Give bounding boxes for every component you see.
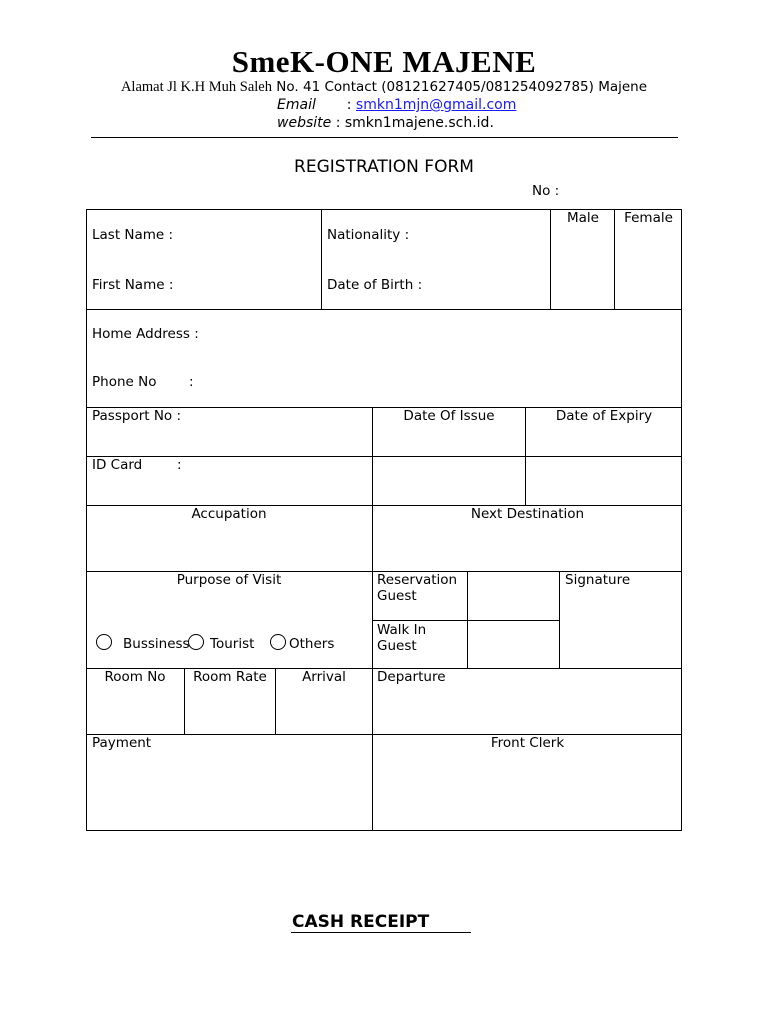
cash-receipt-underline bbox=[291, 932, 471, 933]
female-label: Female bbox=[624, 210, 673, 226]
date-of-expiry-label: Date of Expiry bbox=[555, 408, 653, 424]
school-name: SmeK-ONE MAJENE bbox=[231, 44, 537, 79]
others-option-label: Others bbox=[289, 636, 335, 652]
last-name-label: Last Name : bbox=[92, 227, 174, 243]
phone-no-label: Phone No bbox=[92, 374, 157, 390]
next-destination-label: Next Destination bbox=[470, 506, 585, 522]
registration-form-table bbox=[86, 209, 682, 831]
departure-label: Departure bbox=[377, 669, 446, 685]
accupation-label: Accupation bbox=[191, 506, 267, 522]
address-prefix: Alamat Jl K.H Muh Saleh bbox=[120, 79, 272, 95]
website-label: website bbox=[277, 115, 332, 131]
address-suffix: No. 41 Contact (08121627405/081254092785) Majene bbox=[276, 79, 648, 95]
room-no-label: Room No bbox=[104, 669, 166, 685]
id-card-separator: : bbox=[177, 457, 182, 473]
reservation-guest-label-line1: Reservation bbox=[377, 572, 458, 588]
payment-label: Payment bbox=[92, 735, 152, 751]
header-divider bbox=[91, 137, 678, 138]
website-value: smkn1majene.sch.id. bbox=[344, 115, 494, 131]
arrival-label: Arrival bbox=[302, 669, 346, 685]
tourist-radio[interactable] bbox=[188, 634, 204, 650]
male-label: Male bbox=[567, 210, 599, 226]
walk-in-guest-label-line1: Walk In bbox=[377, 622, 427, 638]
email-line bbox=[277, 97, 516, 113]
website-line bbox=[277, 115, 494, 131]
phone-no-separator: : bbox=[189, 374, 194, 390]
room-rate-label: Room Rate bbox=[193, 669, 267, 685]
date-of-birth-label: Date of Birth : bbox=[327, 277, 423, 293]
form-title: REGISTRATION FORM bbox=[294, 157, 474, 177]
bussiness-radio[interactable] bbox=[96, 634, 112, 650]
nationality-label: Nationality : bbox=[327, 227, 410, 243]
email-separator: : bbox=[346, 97, 352, 113]
first-name-label: First Name : bbox=[92, 277, 174, 293]
tourist-option-label: Tourist bbox=[210, 636, 255, 652]
purpose-of-visit-label: Purpose of Visit bbox=[176, 572, 282, 588]
form-number-label: No : bbox=[532, 183, 560, 199]
reservation-guest-label-line2: Guest bbox=[377, 588, 417, 604]
email-label: Email bbox=[277, 97, 316, 113]
date-of-issue-label: Date Of Issue bbox=[403, 408, 495, 424]
id-card-label: ID Card bbox=[92, 457, 143, 473]
address-line bbox=[0, 79, 768, 96]
others-radio[interactable] bbox=[270, 634, 286, 650]
home-address-label: Home Address : bbox=[92, 326, 199, 342]
signature-label: Signature bbox=[565, 572, 631, 588]
front-clerk-label: Front Clerk bbox=[490, 735, 565, 751]
bussiness-option-label: Bussiness bbox=[123, 636, 190, 652]
website-separator: : bbox=[335, 115, 341, 131]
walk-in-guest-label-line2: Guest bbox=[377, 638, 417, 654]
cash-receipt-title: CASH RECEIPT bbox=[292, 912, 430, 932]
passport-no-label: Passport No : bbox=[92, 408, 182, 424]
email-link[interactable]: smkn1mjn@gmail.com bbox=[355, 97, 517, 113]
